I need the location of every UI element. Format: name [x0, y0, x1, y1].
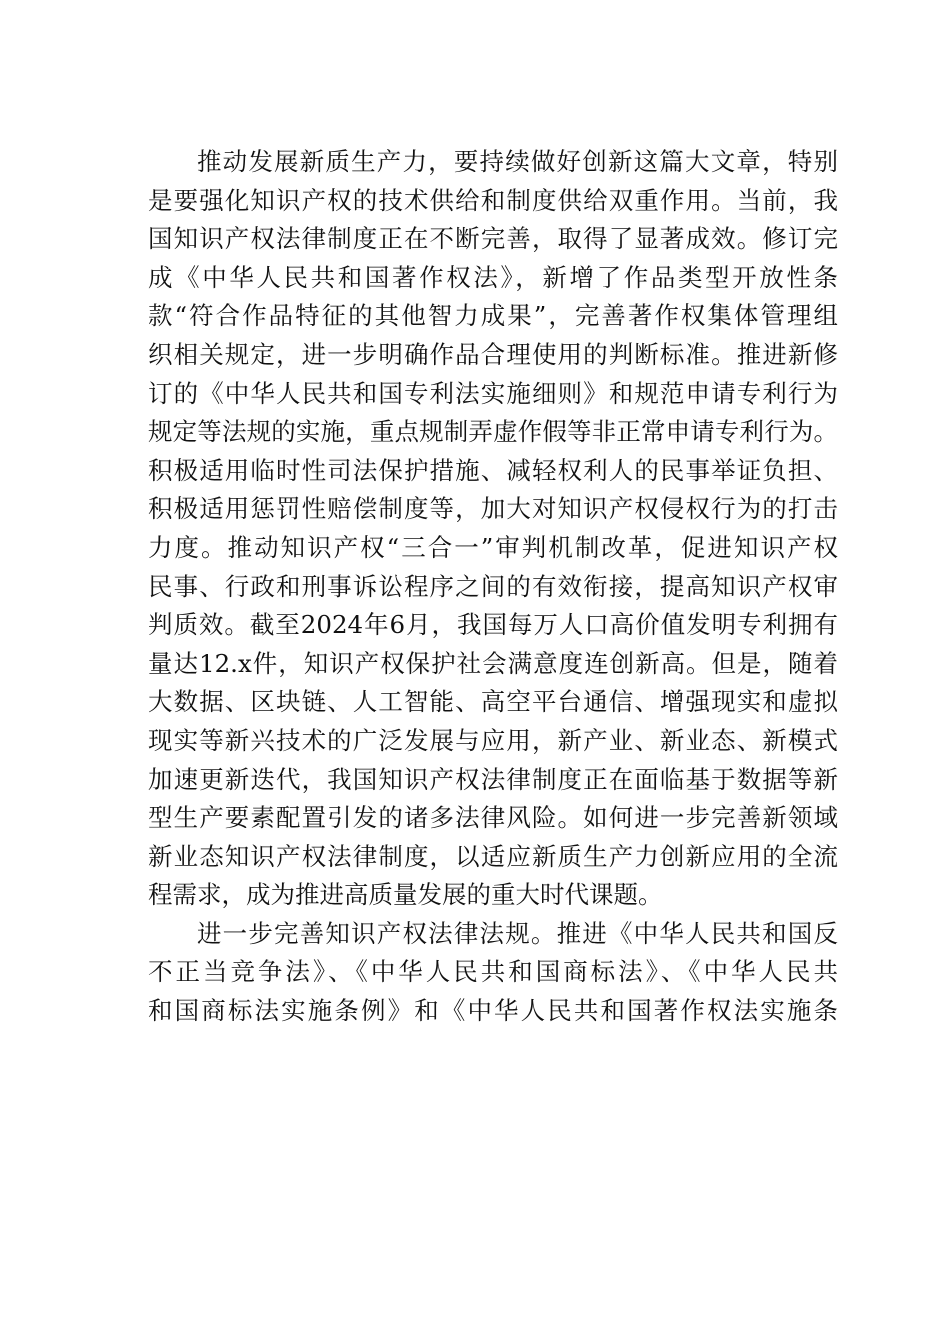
text-line: 推动发展新质生产力，要持续做好创新这篇大文章，特别	[197, 147, 838, 176]
text-line: 现实等新兴技术的广泛发展与应用，新产业、新业态、新模式	[148, 725, 838, 755]
text-line: 不正当竞争法》、《中华人民共和国商标法》、《中华人民共	[148, 957, 838, 987]
text-line: 订的《中华人民共和国专利法实施细则》和规范申请专利行为	[148, 378, 838, 408]
text-line: 规定等法规的实施，重点规制弄虚作假等非正常申请专利行为。	[148, 417, 838, 447]
text-line: 加速更新迭代，我国知识产权法律制度正在面临基于数据等新	[148, 764, 838, 794]
text-line: 织相关规定，进一步明确作品合理使用的判断标准。推进新修	[148, 339, 838, 369]
text-line: 积极适用临时性司法保护措施、减轻权利人的民事举证负担、	[148, 455, 838, 485]
text-line: 新业态知识产权法律制度，以适应新质生产力创新应用的全流	[148, 841, 838, 871]
text-line: 大数据、区块链、人工智能、高空平台通信、增强现实和虚拟	[148, 687, 838, 717]
text-line: 积极适用惩罚性赔偿制度等，加大对知识产权侵权行为的打击	[148, 494, 838, 524]
text-line: 和国商标法实施条例》和《中华人民共和国著作权法实施条	[148, 996, 838, 1026]
body-text	[148, 143, 838, 1031]
text-line: 型生产要素配置引发的诸多法律风险。如何进一步完善新领域	[148, 803, 838, 833]
text-line: 民事、行政和刑事诉讼程序之间的有效衔接，提高知识产权审	[148, 571, 838, 601]
text-line: 进一步完善知识产权法律法规。推进《中华人民共和国反	[197, 918, 838, 948]
paragraph-2	[148, 915, 838, 1031]
text-line: 款“符合作品特征的其他智力成果”，完善著作权集体管理组	[148, 301, 838, 331]
text-line: 国知识产权法律制度正在不断完善，取得了显著成效。修订完	[148, 224, 838, 254]
text-line: 程需求，成为推进高质量发展的重大时代课题。	[148, 880, 663, 910]
text-line: 判质效。截至2024年6月，我国每万人口高价值发明专利拥有	[148, 610, 838, 640]
paragraph-1	[148, 143, 838, 915]
text-line: 成《中华人民共和国著作权法》，新增了作品类型开放性条	[148, 262, 838, 292]
text-line: 力度。推动知识产权“三合一”审判机制改革，促进知识产权	[148, 532, 838, 562]
text-line: 是要强化知识产权的技术供给和制度供给双重作用。当前，我	[148, 185, 838, 215]
text-line: 量达12.x件，知识产权保护社会满意度连创新高。但是，随着	[148, 648, 838, 678]
